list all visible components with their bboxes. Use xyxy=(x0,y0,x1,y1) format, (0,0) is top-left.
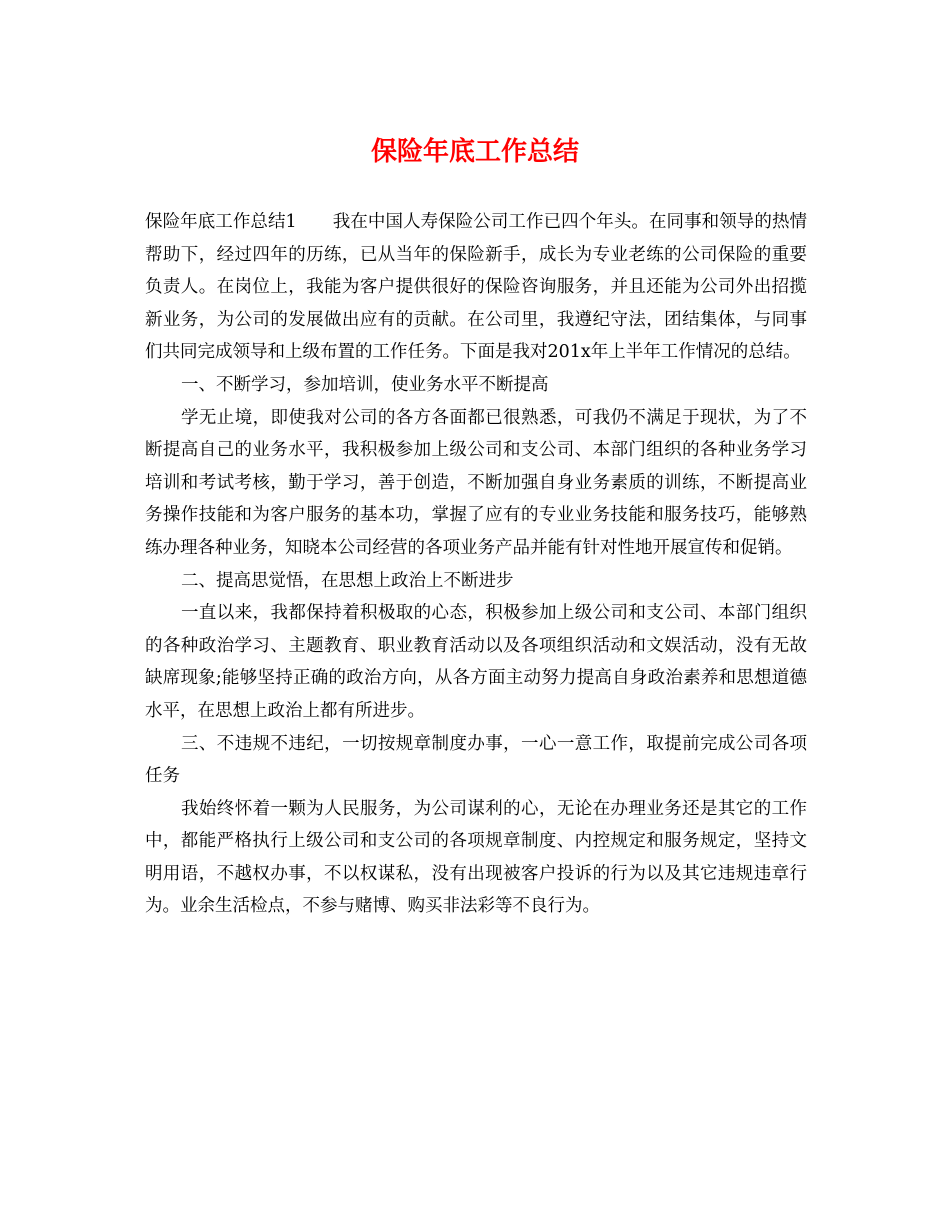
intro-text: 我在中国人寿保险公司工作已四个年头。在同事和领导的热情帮助下，经过四年的历练，已从当年的保险新手，成长为专业老练的公司保险的重要负责人。在岗位上，我能为客户提供很好的保险咨询服务，并且还能为公司外出招揽新业务，为公司的发展做出应有的贡献。在公司里，我遵纪守法，团结集体，与同事们共同完成领导和上级布置的工作任务。下面是我对201x年上半年工作情况的总结。 xyxy=(145,212,808,363)
section-3-heading: 三、不违规不违纪，一切按规章制度办事，一心一意工作，取提前完成公司各项任务 xyxy=(145,733,807,787)
section-1-paragraph: 学无止境，即使我对公司的各方各面都已很熟悉，可我仍不满足于现状，为了不断提高自己的业务水平，我积极参加上级公司和支公司、本部门组织的各种业务学习培训和考试考核，勤于学习，善于创造，不断加强自身业务素质的训练，不断提高业务操作技能和为客户服务的基本功，掌握了应有的专业业务技能和服务技巧，能够熟练办理各种业务，知晓本公司经营的各项业务产品并能有针对性地开展宣传和促销。 xyxy=(145,407,807,558)
intro-paragraph xyxy=(145,206,807,369)
section-3-paragraph: 我始终怀着一颗为人民服务，为公司谋利的心，无论在办理业务还是其它的工作中，都能严格执行上级公司和支公司的各项规章制度、内控规定和服务规定，坚持文明用语，不越权办事，不以权谋私，没有出现被客户投诉的行为以及其它违规违章行为。业余生活检点，不参与赌博、购买非法彩等不良行为。 xyxy=(145,798,807,917)
intro-label: 保险年底工作总结1 xyxy=(145,212,297,232)
section-2-heading: 二、提高思觉悟，在思想上政治上不断进步 xyxy=(181,570,514,591)
document-title: 保险年底工作总结 xyxy=(370,137,579,167)
section-2-paragraph: 一直以来，我都保持着积极取的心态，积极参加上级公司和支公司、本部门组织的各种政治学习、主题教育、职业教育活动以及各项组织活动和文娱活动，没有无故缺席现象;能够坚持正确的政治方向，从各方面主动努力提高自身政治素养和思想道德水平，在思想上政治上都有所进步。 xyxy=(145,603,807,721)
document-body xyxy=(145,206,807,923)
section-1-heading: 一、不断学习，参加培训，使业务水平不断提高 xyxy=(181,374,549,395)
